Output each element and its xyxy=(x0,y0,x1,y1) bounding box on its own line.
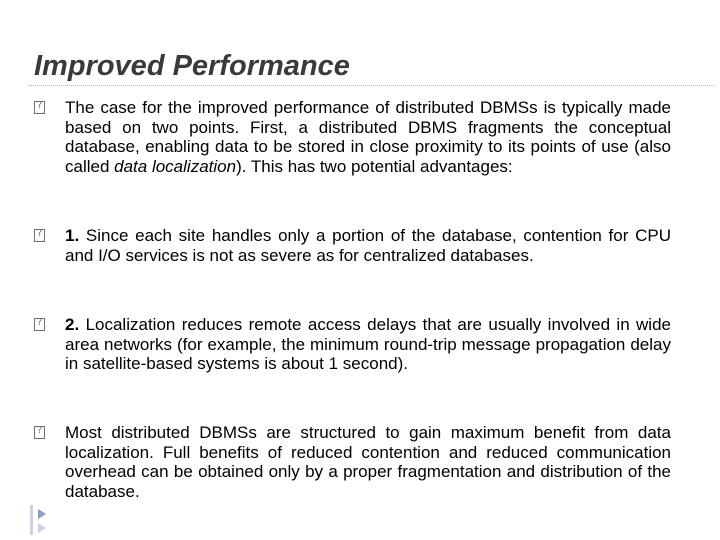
bullet-text-part: Since each site handles only a portion of the database, contention for CPU and I/O services is not as severe as for centralized databases. xyxy=(65,226,671,265)
bullet-text xyxy=(65,98,671,176)
corner-decoration-icon xyxy=(30,505,60,535)
bullet-glyph-icon xyxy=(34,229,45,242)
bullet-glyph-icon xyxy=(34,101,45,114)
bullet-italic-term: data localization xyxy=(114,156,237,176)
bullet-text-part: Localization reduces remote access delays that are usually involved in wide area networks (for example, the minimum round-trip message propagation delay in satellite-based systems is about 1 second). xyxy=(65,315,671,373)
bullet-number: 1. xyxy=(65,226,80,245)
bullet-glyph-icon xyxy=(34,318,45,331)
corner-arrow xyxy=(38,523,46,533)
bullet-glyph-icon xyxy=(34,426,45,439)
bullet-number: 2. xyxy=(65,315,80,334)
bullet-text-part: The case for the improved performance of distributed DBMSs is typically made based on two points. First, a distributed DBMS fragments the conceptual database, enabling data to be stored in close proximity to its points of use (also called xyxy=(65,98,671,176)
bullet-text-part: ). This has two potential advantages: xyxy=(236,156,513,176)
bullet-text: Most distributed DBMSs are structured to gain maximum benefit from data localization. Full benefits of reduced contention and reduced communication overhead can be obtained only by a proper fragmentation and distribution of the database. xyxy=(65,423,671,501)
title-divider xyxy=(28,85,714,86)
bullet-text xyxy=(65,315,671,374)
corner-arrow xyxy=(38,509,46,519)
corner-bar xyxy=(30,505,33,535)
bullet-text xyxy=(65,226,671,265)
slide-title: Improved Performance xyxy=(34,50,350,82)
